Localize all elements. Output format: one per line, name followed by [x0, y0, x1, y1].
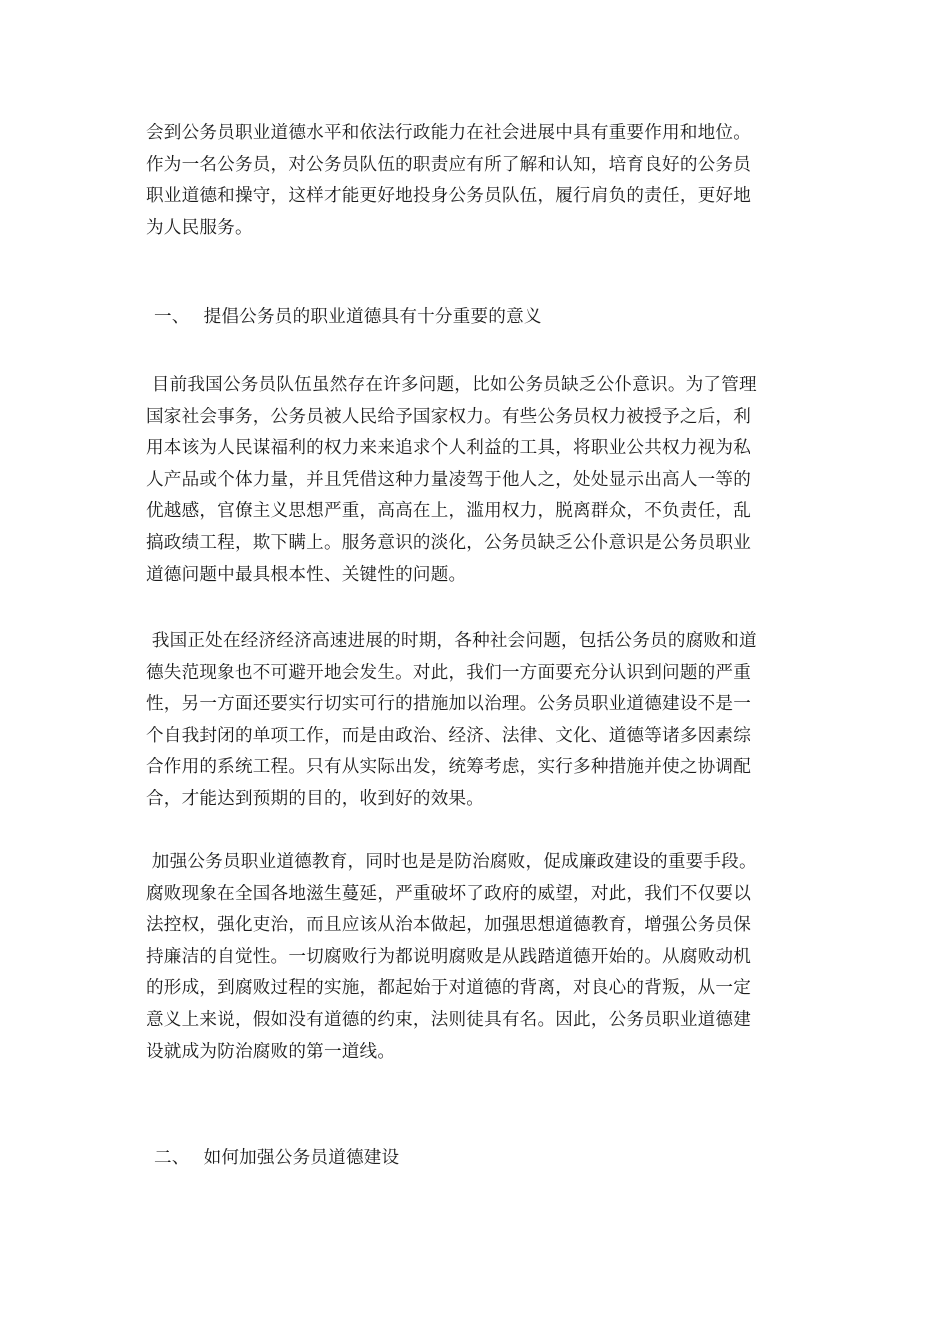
section-title: 提倡公务员的职业道德具有十分重要的意义 — [203, 307, 542, 327]
text-line: 加强公务员职业道德教育，同时也是是防治腐败，促成廉政建设的重要手段。 — [146, 852, 757, 872]
text-line: 腐败现象在全国各地滋生蔓延，严重破坏了政府的威望，对此，我们不仅要以 — [146, 883, 751, 904]
text-line: 优越感，官僚主义思想严重，高高在上，滥用权力，脱离群众，不负责任，乱 — [146, 501, 751, 522]
text-line: 合作用的系统工程。只有从实际出发，统筹考虑，实行多种措施并使之协调配 — [146, 757, 751, 778]
text-line: 会到公务员职业道德水平和依法行政能力在社会进展中具有重要作用和地位。 — [146, 123, 751, 143]
section-number: 一、 — [154, 307, 190, 327]
text-line: 设就成为防治腐败的第一道线。 — [146, 1041, 396, 1062]
text-line: 的形成，到腐败过程的实施，都起始于对道德的背离，对良心的背叛，从一定 — [146, 978, 751, 999]
text-line: 合，才能达到预期的目的，收到好的效果。 — [146, 788, 485, 809]
text-line: 为人民服务。 — [146, 217, 253, 238]
paragraph-3 — [146, 847, 814, 1068]
text-line: 搞政绩工程，欺下瞒上。服务意识的淡化，公务员缺乏公仆意识是公务员职业 — [146, 532, 751, 553]
section-title: 如何加强公务员道德建设 — [203, 1148, 400, 1168]
section-heading-1 — [154, 302, 542, 334]
section-number: 二、 — [154, 1148, 190, 1168]
text-line: 作为一名公务员，对公务员队伍的职责应有所了解和认知，培育良好的公务员 — [146, 154, 751, 175]
text-line: 道德问题中最具根本性、关键性的问题。 — [146, 564, 467, 585]
paragraph-1 — [146, 370, 814, 591]
text-line: 人产品或个体力量，并且凭借这种力量凌驾于他人之，处处显示出高人一等的 — [146, 469, 751, 490]
text-line: 国家社会事务，公务员被人民给予国家权力。有些公务员权力被授予之后，利 — [146, 406, 751, 427]
text-line: 性，另一方面还要实行切实可行的措施加以治理。公务员职业道德建设不是一 — [146, 694, 751, 715]
section-heading-2 — [154, 1143, 399, 1175]
intro-paragraph — [146, 118, 814, 244]
text-line: 目前我国公务员队伍虽然存在许多问题，比如公务员缺乏公仆意识。为了管理 — [146, 375, 757, 395]
text-line: 意义上来说，假如没有道德的约束，法则徒具有名。因此，公务员职业道德建 — [146, 1009, 751, 1030]
text-line: 职业道德和操守，这样才能更好地投身公务员队伍，履行肩负的责任，更好地 — [146, 186, 751, 207]
paragraph-2 — [146, 626, 814, 816]
text-line: 用本该为人民谋福利的权力来来追求个人利益的工具，将职业公共权力视为私 — [146, 438, 751, 459]
text-line: 德失范现象也不可避开地会发生。对此，我们一方面要充分认识到问题的严重 — [146, 662, 751, 683]
text-line: 我国正处在经济经济高速进展的时期，各种社会问题，包括公务员的腐败和道 — [146, 631, 757, 651]
text-line: 持廉洁的自觉性。一切腐败行为都说明腐败是从践踏道德开始的。从腐败动机 — [146, 946, 751, 967]
text-line: 个自我封闭的单项工作，而是由政治、经济、法律、文化、道德等诸多因素综 — [146, 725, 751, 746]
text-line: 法控权，强化吏治，而且应该从治本做起，加强思想道德教育，增强公务员保 — [146, 915, 751, 936]
